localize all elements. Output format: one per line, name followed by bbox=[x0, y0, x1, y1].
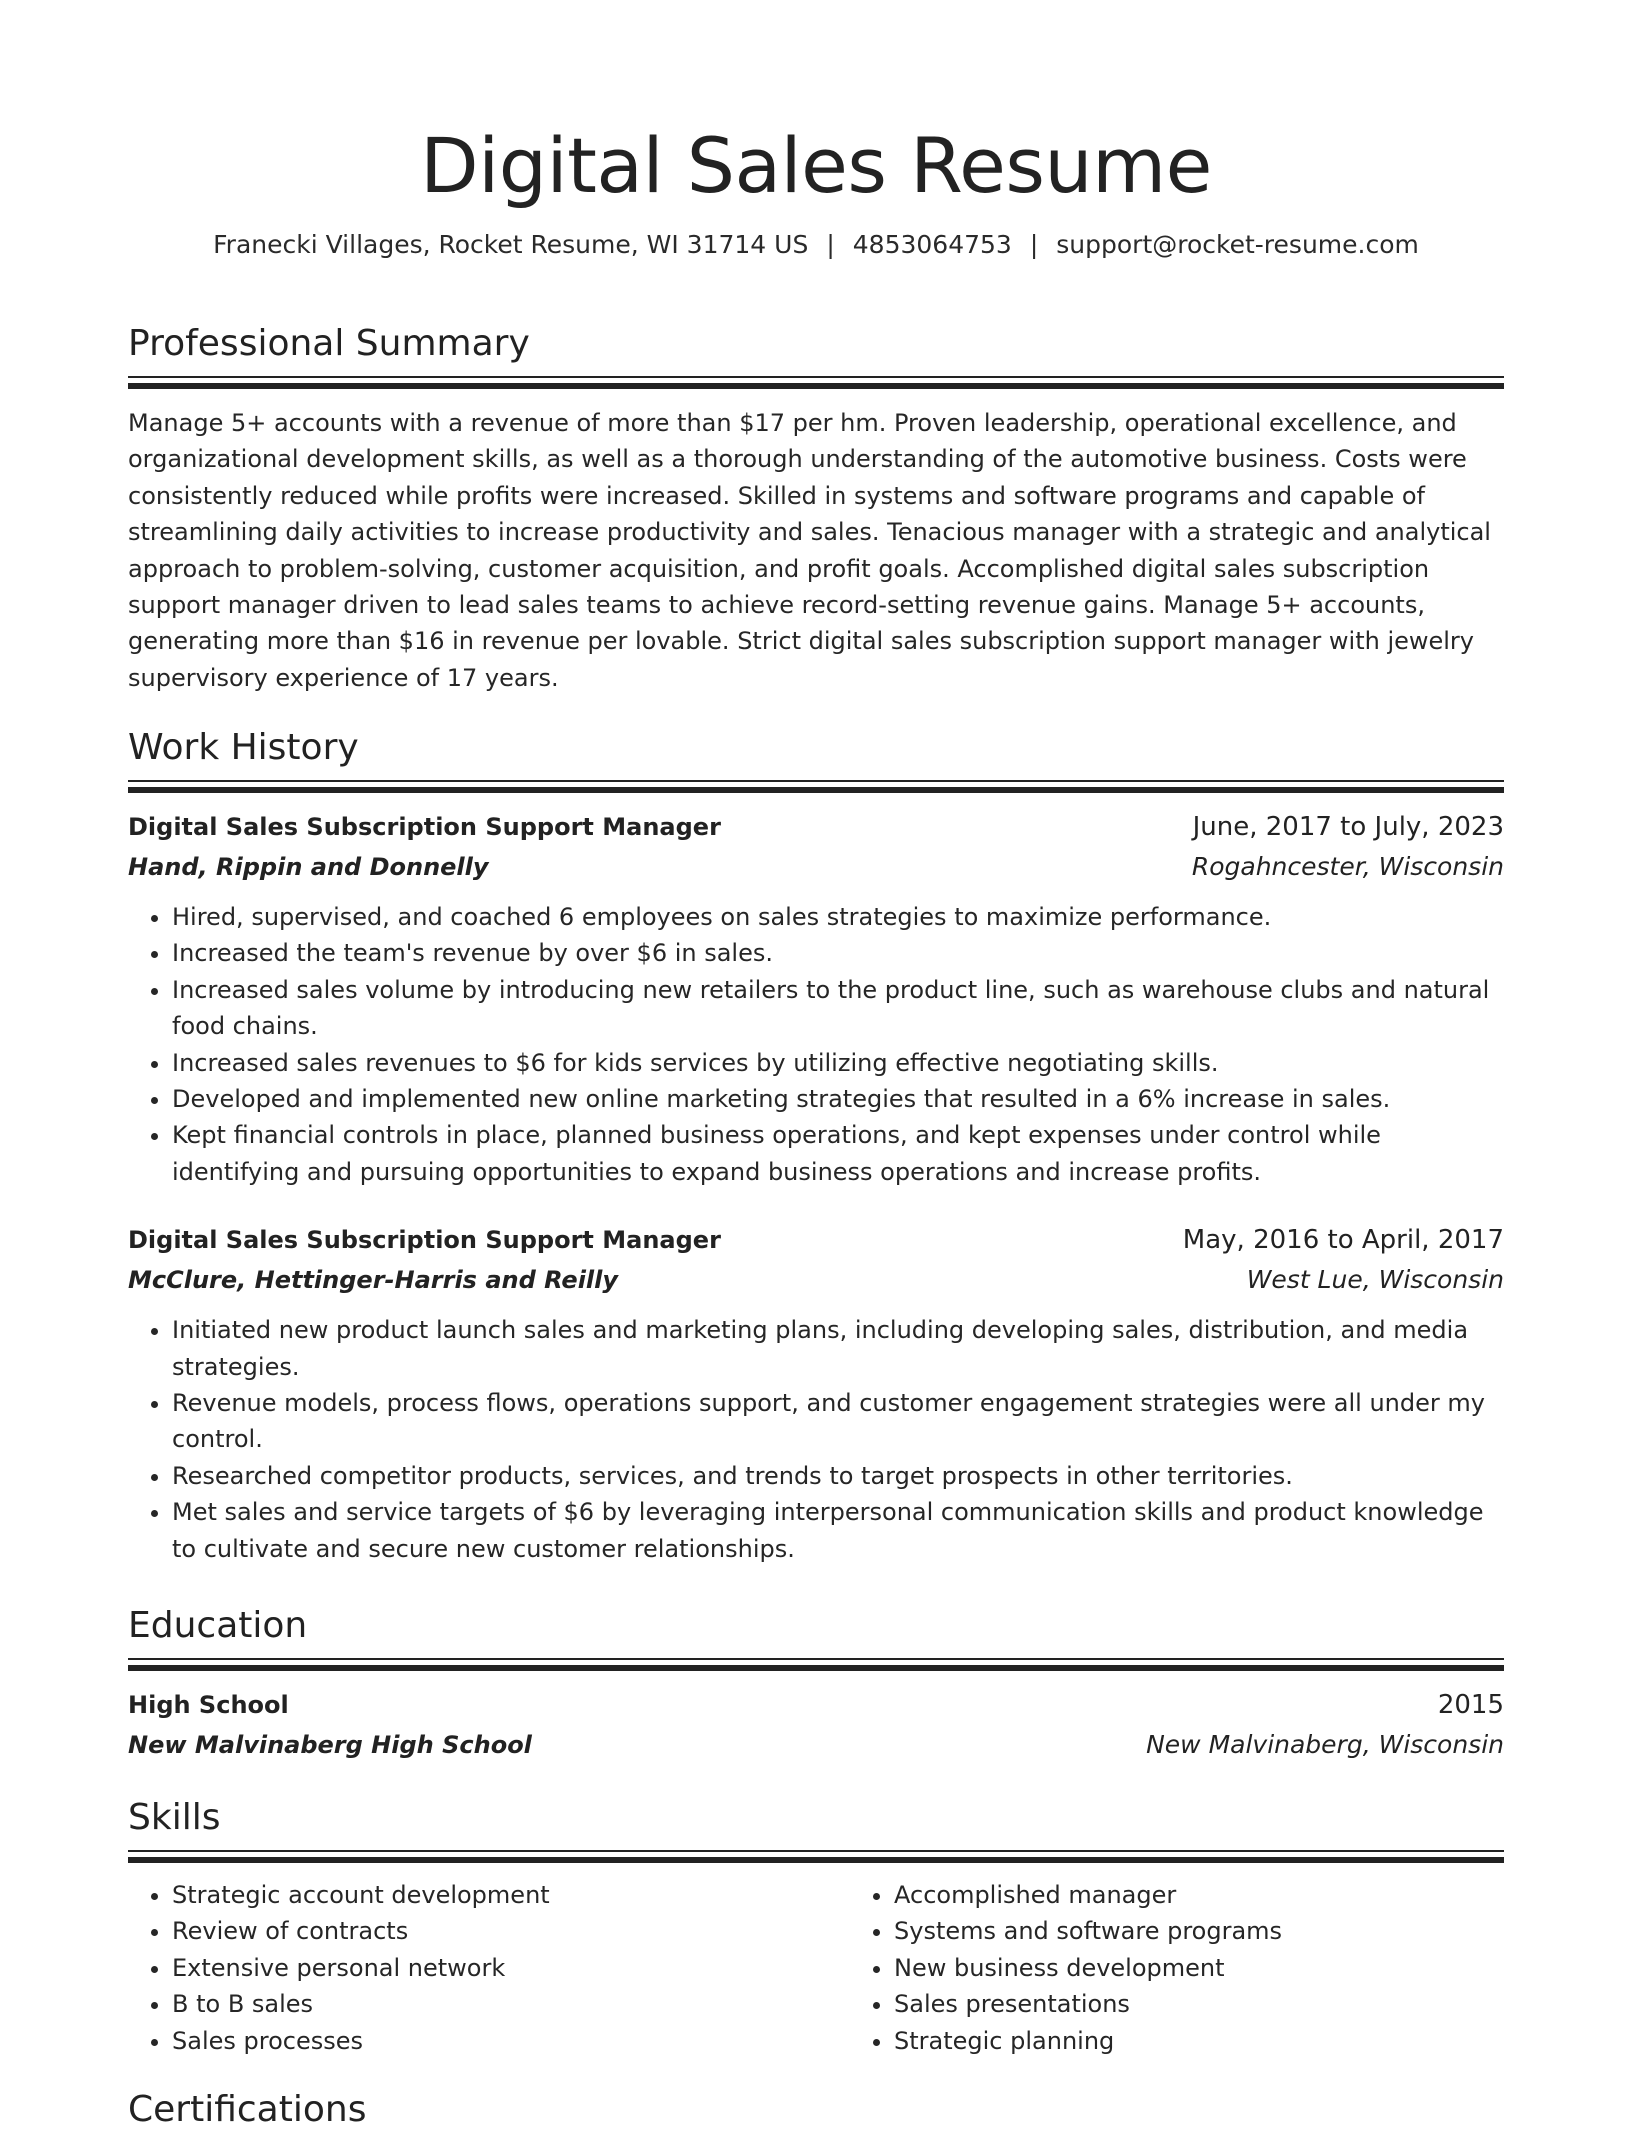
list-item: • Initiated new product launch sales and marketing plans, including developing sales, distribution, and media strategies. bbox=[172, 1312, 1504, 1385]
list-item: • Accomplished manager bbox=[894, 1877, 1572, 1913]
job-title: Digital Sales Subscription Support Manager bbox=[128, 813, 721, 841]
section-divider bbox=[128, 1658, 1504, 1660]
certifications-section bbox=[128, 2088, 1504, 2132]
job-company-row bbox=[128, 1260, 1504, 1300]
page-title: Digital Sales Resume bbox=[420, 121, 1212, 210]
job-location: West Lue, Wisconsin bbox=[1246, 1265, 1504, 1295]
job-bullets bbox=[128, 899, 1504, 1190]
list-item: • Strategic account development bbox=[172, 1877, 850, 1913]
section-divider bbox=[128, 780, 1504, 782]
company-name: Hand, Rippin and Donnelly bbox=[128, 853, 489, 881]
list-item: • Systems and software programs bbox=[894, 1913, 1572, 1949]
job-entry bbox=[128, 1220, 1504, 1567]
list-item: • Revenue models, process flows, operations support, and customer engagement strategies were all under my control. bbox=[172, 1385, 1504, 1458]
summary-text: Manage 5+ accounts with a revenue of more than $17 per hm. Proven leadership, operational excellence, and organizational development skills, as well as a thorough understanding of the automotive business. Costs were consistently reduced while profits were increased. Skilled in systems and software programs and capable of streamlining daily activities to increase productivity and sales. Tenacious manager with a strategic and analytical approach to problem-solving, customer acquisition, and profit goals. Accomplished digital sales subscription support manager driven to lead sales teams to achieve record-setting revenue gains. Manage 5+ accounts, generating more than $16 in revenue per lovable. Strict digital sales subscription support manager with jewelry supervisory experience of 17 years. bbox=[128, 409, 1491, 692]
address: Franecki Villages, Rocket Resume, WI 31714 US bbox=[213, 230, 809, 259]
section-divider-thick bbox=[128, 1857, 1504, 1863]
school-location: New Malvinaberg, Wisconsin bbox=[1146, 1730, 1504, 1759]
graduation-year: 2015 bbox=[1437, 1690, 1504, 1720]
job-header-row bbox=[128, 1220, 1504, 1260]
job-bullets bbox=[128, 1312, 1504, 1567]
skills-section bbox=[128, 1796, 1504, 2059]
summary-heading: Professional Summary bbox=[128, 323, 530, 364]
list-item: • Review of contracts bbox=[172, 1913, 850, 1949]
contact-line bbox=[128, 228, 1504, 262]
education-section bbox=[128, 1604, 1504, 1765]
job-dates: June, 2017 to July, 2023 bbox=[1192, 812, 1504, 842]
section-divider-thick bbox=[128, 787, 1504, 793]
section-divider bbox=[128, 376, 1504, 378]
company-name: McClure, Hettinger-Harris and Reilly bbox=[128, 1266, 619, 1295]
list-item: • Increased sales revenues to $6 for kids services by utilizing effective negotiating skills. bbox=[172, 1045, 1504, 1081]
school-name: New Malvinaberg High School bbox=[128, 1731, 532, 1759]
list-item: • Researched competitor products, services, and trends to target prospects in other territories. bbox=[172, 1458, 1504, 1494]
skills-grid bbox=[128, 1877, 1504, 2059]
job-location: Rogahncester, Wisconsin bbox=[1191, 852, 1504, 881]
list-item: • Sales presentations bbox=[894, 1986, 1572, 2022]
list-item: • Hired, supervised, and coached 6 employees on sales strategies to maximize performance. bbox=[172, 899, 1504, 935]
degree: High School bbox=[128, 1691, 289, 1719]
job-header-row bbox=[128, 807, 1504, 847]
section-divider-thick bbox=[128, 1665, 1504, 1671]
list-item: • Met sales and service targets of $6 by leveraging interpersonal communication skills and product knowledge to cultivate and secure new customer relationships. bbox=[172, 1494, 1504, 1567]
education-school-row bbox=[128, 1725, 1504, 1765]
list-item: • New business development bbox=[894, 1950, 1572, 1986]
resume-page bbox=[128, 0, 1504, 2130]
summary-section bbox=[128, 322, 1504, 696]
education-heading: Education bbox=[128, 1605, 308, 1646]
skills-heading: Skills bbox=[128, 1797, 221, 1838]
list-item: • Increased sales volume by introducing new retailers to the product line, such as warehouse clubs and natural food chains. bbox=[172, 972, 1504, 1045]
education-header-row bbox=[128, 1685, 1504, 1725]
skills-list-right bbox=[850, 1877, 1572, 2059]
job-company-row bbox=[128, 847, 1504, 887]
list-item: • Increased the team's revenue by over $6 in sales. bbox=[172, 935, 1504, 971]
email-link[interactable]: support@rocket-resume.com bbox=[1056, 230, 1419, 259]
section-divider-thick bbox=[128, 383, 1504, 389]
phone: 4853064753 bbox=[852, 230, 1012, 259]
skills-list-left bbox=[128, 1877, 850, 2059]
certifications-heading: Certifications bbox=[128, 2089, 367, 2130]
contact-separator: | bbox=[1029, 230, 1039, 259]
list-item: • Developed and implemented new online marketing strategies that resulted in a 6% increase in sales. bbox=[172, 1081, 1504, 1117]
section-divider bbox=[128, 1850, 1504, 1852]
list-item: • Extensive personal network bbox=[172, 1950, 850, 1986]
work-history-section bbox=[128, 726, 1504, 1567]
job-dates: May, 2016 to April, 2017 bbox=[1182, 1225, 1504, 1256]
job-title: Digital Sales Subscription Support Manager bbox=[128, 1226, 721, 1255]
list-item: • Strategic planning bbox=[894, 2023, 1572, 2059]
work-history-heading: Work History bbox=[128, 727, 359, 768]
list-item: • Sales processes bbox=[172, 2023, 850, 2059]
list-item: • B to B sales bbox=[172, 1986, 850, 2022]
contact-separator: | bbox=[826, 230, 835, 259]
list-item: • Kept financial controls in place, planned business operations, and kept expenses under control while identifying and pursuing opportunities to expand business operations and increase profits. bbox=[172, 1117, 1504, 1190]
job-entry bbox=[128, 807, 1504, 1190]
